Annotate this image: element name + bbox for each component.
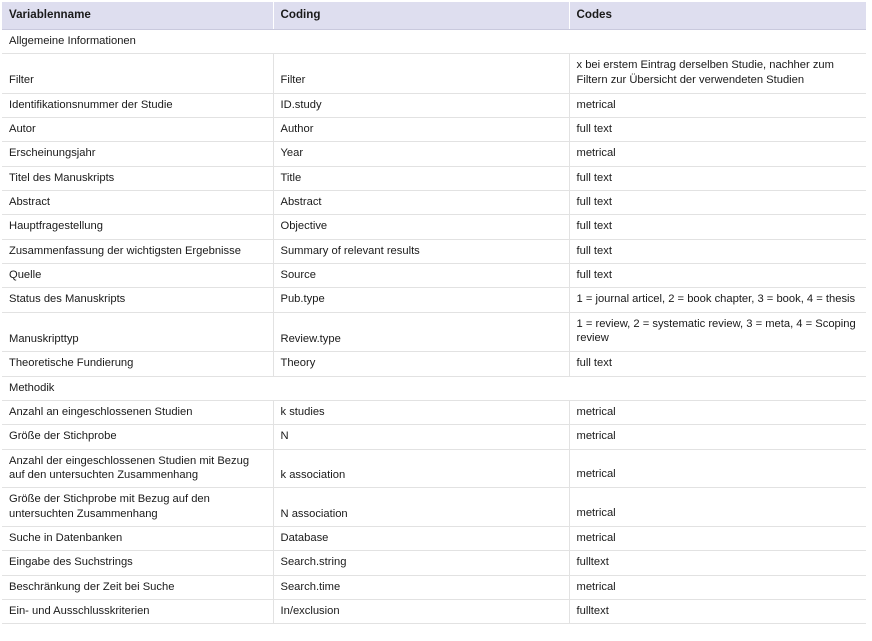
- cell-codes: full text: [569, 352, 866, 376]
- cell-variablenname: Erscheinungsjahr: [2, 142, 273, 166]
- cell-codes: fulltext: [569, 599, 866, 623]
- table-section-row: [2, 376, 866, 400]
- cell-coding: Year: [273, 142, 569, 166]
- cell-codes: metrical: [569, 526, 866, 550]
- cell-codes: metrical: [569, 575, 866, 599]
- table-header: [2, 2, 866, 29]
- cell-variablenname: Beschränkung der Zeit bei Suche: [2, 575, 273, 599]
- table-row: [2, 599, 866, 623]
- cell-variablenname: Hauptfragestellung: [2, 215, 273, 239]
- cell-codes: full text: [569, 118, 866, 142]
- cell-codes: full text: [569, 166, 866, 190]
- cell-coding: Objective: [273, 215, 569, 239]
- cell-variablenname: Zusammenfassung der wichtigsten Ergebnisse: [2, 239, 273, 263]
- cell-codes: full text: [569, 264, 866, 288]
- column-header-variablenname: Variablenname: [2, 2, 273, 29]
- cell-coding: k association: [273, 449, 569, 488]
- table-section-row: [2, 29, 866, 53]
- variable-coding-table: [2, 2, 866, 624]
- cell-coding: k studies: [273, 400, 569, 424]
- cell-variablenname: Größe der Stichprobe: [2, 425, 273, 449]
- cell-variablenname: Anzahl an eingeschlossenen Studien: [2, 400, 273, 424]
- table-row: [2, 425, 866, 449]
- table-row: [2, 352, 866, 376]
- cell-coding: N association: [273, 488, 569, 527]
- table-row: [2, 239, 866, 263]
- cell-variablenname: Theoretische Fundierung: [2, 352, 273, 376]
- cell-codes: 1 = journal articel, 2 = book chapter, 3 = book, 4 = thesis: [569, 288, 866, 312]
- table-row: [2, 166, 866, 190]
- cell-coding: Title: [273, 166, 569, 190]
- table-row: [2, 551, 866, 575]
- cell-variablenname: Quelle: [2, 264, 273, 288]
- section-label: Methodik: [2, 376, 866, 400]
- cell-variablenname: Ein- und Ausschlusskriterien: [2, 599, 273, 623]
- table-row: [2, 575, 866, 599]
- table-body: [2, 29, 866, 623]
- cell-codes: full text: [569, 191, 866, 215]
- cell-codes: full text: [569, 239, 866, 263]
- header-row: [2, 2, 866, 29]
- cell-codes: x bei erstem Eintrag derselben Studie, nachher zum Filtern zur Übersicht der verwendeten Studien: [569, 54, 866, 94]
- table-row: [2, 488, 866, 527]
- cell-coding: Database: [273, 526, 569, 550]
- cell-coding: Pub.type: [273, 288, 569, 312]
- table-row: [2, 526, 866, 550]
- cell-codes: metrical: [569, 449, 866, 488]
- cell-variablenname: Status des Manuskripts: [2, 288, 273, 312]
- cell-variablenname: Identifikationsnummer der Studie: [2, 93, 273, 117]
- cell-coding: Source: [273, 264, 569, 288]
- section-label: Allgemeine Informationen: [2, 29, 866, 53]
- cell-variablenname: Autor: [2, 118, 273, 142]
- cell-codes: metrical: [569, 488, 866, 527]
- cell-coding: Review.type: [273, 312, 569, 352]
- cell-variablenname: Suche in Datenbanken: [2, 526, 273, 550]
- cell-codes: metrical: [569, 400, 866, 424]
- column-header-codes: Codes: [569, 2, 866, 29]
- cell-variablenname: Filter: [2, 54, 273, 94]
- table-row: [2, 264, 866, 288]
- cell-variablenname: Manuskripttyp: [2, 312, 273, 352]
- cell-coding: Summary of relevant results: [273, 239, 569, 263]
- cell-coding: Filter: [273, 54, 569, 94]
- table-row: [2, 118, 866, 142]
- table-row: [2, 400, 866, 424]
- cell-codes: metrical: [569, 142, 866, 166]
- cell-variablenname: Eingabe des Suchstrings: [2, 551, 273, 575]
- cell-variablenname: Anzahl der eingeschlossenen Studien mit Bezug auf den untersuchten Zusammenhang: [2, 449, 273, 488]
- cell-coding: In/exclusion: [273, 599, 569, 623]
- cell-codes: fulltext: [569, 551, 866, 575]
- table-row: [2, 191, 866, 215]
- table-row: [2, 54, 866, 94]
- cell-coding: Search.time: [273, 575, 569, 599]
- table-row: [2, 288, 866, 312]
- cell-variablenname: Größe der Stichprobe mit Bezug auf den untersuchten Zusammenhang: [2, 488, 273, 527]
- cell-codes: metrical: [569, 425, 866, 449]
- cell-coding: Abstract: [273, 191, 569, 215]
- cell-variablenname: Titel des Manuskripts: [2, 166, 273, 190]
- cell-codes: 1 = review, 2 = systematic review, 3 = meta, 4 = Scoping review: [569, 312, 866, 352]
- cell-variablenname: Abstract: [2, 191, 273, 215]
- cell-coding: ID.study: [273, 93, 569, 117]
- table-row: [2, 449, 866, 488]
- cell-coding: Author: [273, 118, 569, 142]
- column-header-coding: Coding: [273, 2, 569, 29]
- table-row: [2, 93, 866, 117]
- table-row: [2, 215, 866, 239]
- cell-coding: N: [273, 425, 569, 449]
- cell-codes: metrical: [569, 93, 866, 117]
- variable-table-container: [2, 2, 866, 624]
- table-row: [2, 142, 866, 166]
- table-row: [2, 312, 866, 352]
- cell-coding: Theory: [273, 352, 569, 376]
- cell-coding: Search.string: [273, 551, 569, 575]
- cell-codes: full text: [569, 215, 866, 239]
